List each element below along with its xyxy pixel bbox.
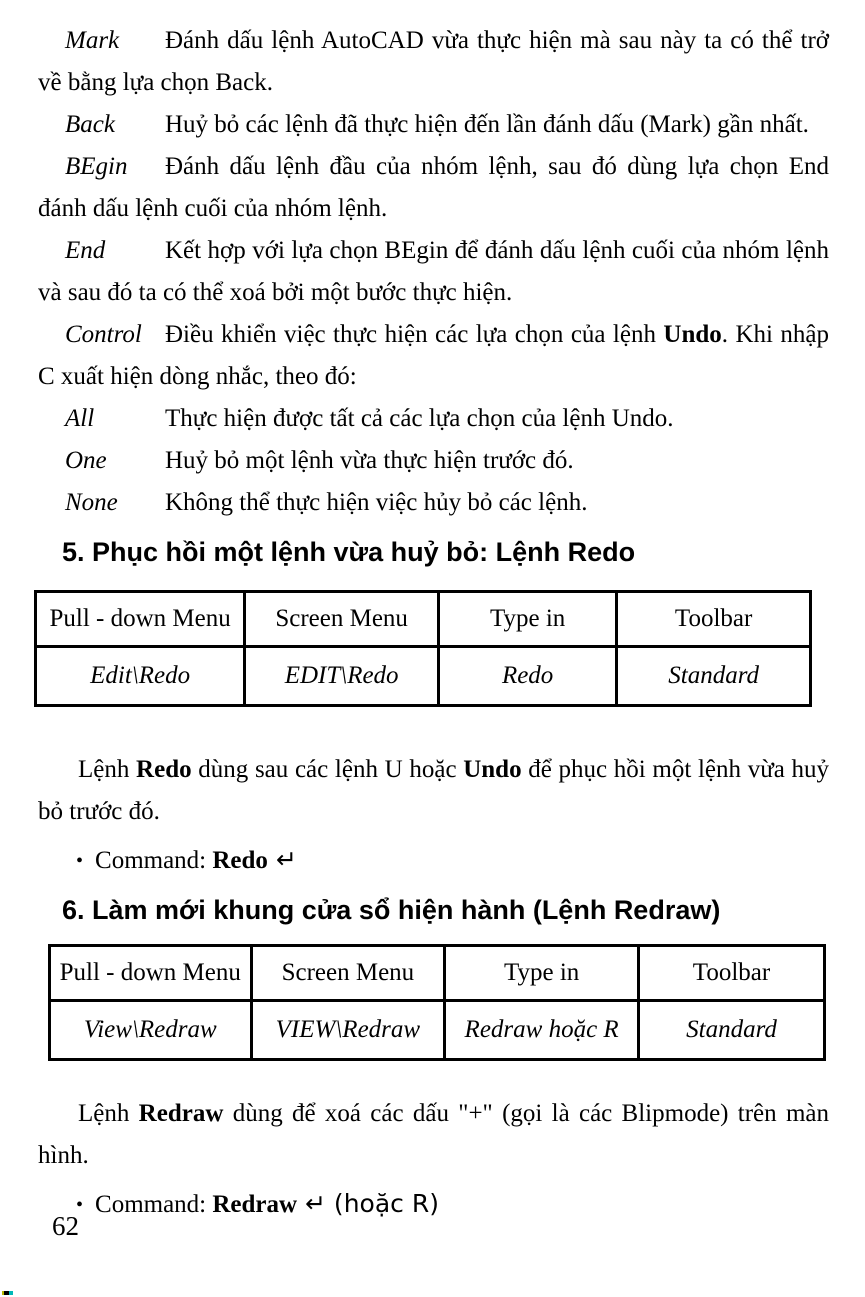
bullet-icon: • <box>76 1194 84 1216</box>
option-item-one <box>38 440 829 482</box>
cell-toolbar: Standard <box>639 1001 825 1060</box>
option-term: Control <box>65 321 142 348</box>
option-item-mark <box>38 20 829 104</box>
bold-command-name: Redo <box>136 756 192 783</box>
option-item-all <box>38 398 829 440</box>
cell-toolbar: Standard <box>617 647 811 706</box>
option-desc: Đánh dấu lệnh AutoCAD vừa thực hiện mà sau này ta có thể trở về bằng lựa chọn Back. <box>38 27 829 96</box>
column-header-screen-menu: Screen Menu <box>251 946 445 1001</box>
table-header-row <box>36 592 811 647</box>
option-term: BEgin <box>65 153 128 180</box>
table-header-row <box>50 946 825 1001</box>
cell-pulldown-menu: View\Redraw <box>50 1001 252 1060</box>
option-desc: Kết hợp với lựa chọn BEgin để đánh dấu lệnh cuối của nhóm lệnh và sau đó ta có thể xoá bởi một bước thực hiện. <box>38 237 829 306</box>
option-desc: Đánh dấu lệnh đầu của nhóm lệnh, sau đó dùng lựa chọn End đánh dấu lệnh cuối của nhóm lệnh. <box>38 153 829 222</box>
redo-description: Lệnh Redo dùng sau các lệnh U hoặc Undo để phục hồi một lệnh vừa huỷ bỏ trước đó. <box>38 756 830 825</box>
section-5-heading: 5. Phục hồi một lệnh vừa huỷ bỏ: Lệnh Redo <box>62 537 636 567</box>
option-term: Back <box>65 111 115 138</box>
column-header-toolbar: Toolbar <box>617 592 811 647</box>
cell-screen-menu: EDIT\Redo <box>245 647 439 706</box>
column-header-toolbar: Toolbar <box>639 946 825 1001</box>
redraw-command-table <box>48 944 826 1061</box>
column-header-pulldown-menu: Pull - down Menu <box>36 592 245 647</box>
option-term: None <box>65 489 118 516</box>
scan-artifact-mark <box>2 1291 13 1295</box>
bold-command-name: Redraw <box>138 1100 224 1127</box>
option-item-end <box>38 230 829 314</box>
cell-pulldown-menu: Edit\Redo <box>36 647 245 706</box>
option-term: End <box>65 237 106 264</box>
option-term: All <box>65 405 95 432</box>
option-desc: Huỷ bỏ một lệnh vừa thực hiện trước đó. <box>165 447 574 474</box>
cell-screen-menu: VIEW\Redraw <box>251 1001 445 1060</box>
column-header-type-in: Type in <box>445 946 639 1001</box>
option-item-back <box>38 104 829 146</box>
table-row <box>36 647 811 706</box>
enter-key-symbol: ↵ (hoặc R) <box>297 1189 439 1218</box>
redraw-description: Lệnh Redraw dùng để xoá các dấu "+" (gọi là các Blipmode) trên màn hình. <box>38 1100 829 1169</box>
option-term: Mark <box>65 27 120 54</box>
column-header-type-in: Type in <box>439 592 617 647</box>
redraw-command-line: • Command: Redraw ↵ (hoặc R) <box>76 1189 439 1218</box>
option-item-control <box>38 314 829 398</box>
option-item-begin <box>38 146 829 230</box>
section-6-heading: 6. Làm mới khung cửa sổ hiện hành (Lệnh Redraw) <box>62 895 721 925</box>
enter-key-symbol: ↵ <box>267 845 297 874</box>
option-term: One <box>65 447 107 474</box>
bold-command-name: Redo <box>212 847 268 874</box>
table-row <box>50 1001 825 1060</box>
option-desc: Huỷ bỏ các lệnh đã thực hiện đến lần đánh dấu (Mark) gần nhất. <box>165 111 809 138</box>
bold-command-name: Redraw <box>212 1191 298 1218</box>
page-number: 62 <box>52 1211 79 1241</box>
option-item-none <box>38 482 829 524</box>
bold-command-name: Undo <box>663 321 722 348</box>
bullet-icon: • <box>76 850 84 872</box>
option-desc: Không thể thực hiện việc hủy bỏ các lệnh. <box>165 489 588 516</box>
option-desc: Thực hiện được tất cả các lựa chọn của lệnh Undo. <box>165 405 674 432</box>
cell-type-in: Redo <box>439 647 617 706</box>
redo-command-line: • Command: Redo ↵ <box>76 845 297 874</box>
cell-type-in: Redraw hoặc R <box>445 1001 639 1060</box>
column-header-screen-menu: Screen Menu <box>245 592 439 647</box>
redo-command-table <box>34 590 812 707</box>
option-desc: Điều khiển việc thực hiện các lựa chọn của lệnh Undo. Khi nhập C xuất hiện dòng nhắc, theo đó: <box>38 321 829 390</box>
column-header-pulldown-menu: Pull - down Menu <box>50 946 252 1001</box>
bold-command-name: Undo <box>463 756 522 783</box>
